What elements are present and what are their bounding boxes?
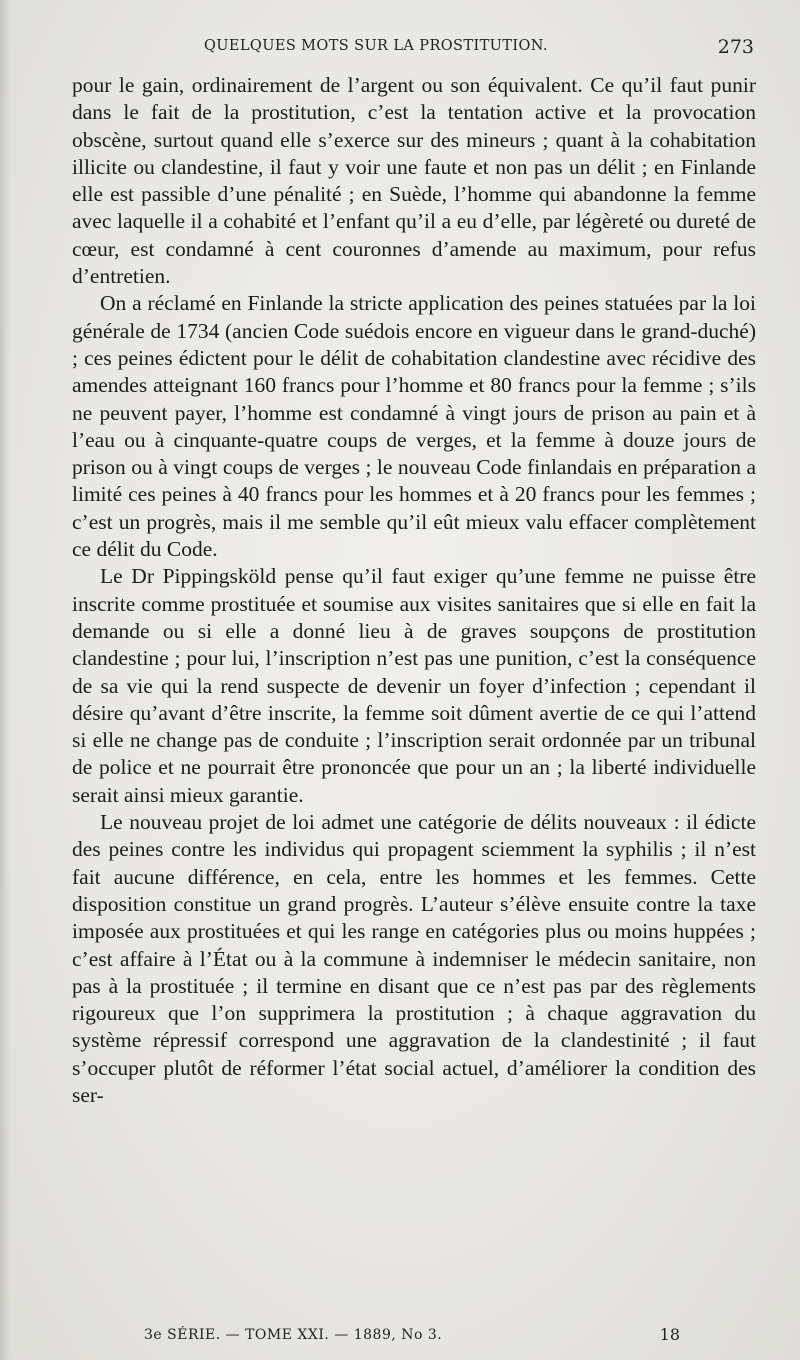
page-footer [138,1327,698,1349]
paragraph-new-law-project: Le nouveau projet de loi admet une catégorie de délits nouveaux : il édicte des peines contre les individus qui propagent sciemment la syphilis ; il n’est fait aucune différence, en cela, entre les hommes et les femmes. Cette disposition constitue un grand progrès. L’auteur s’élève ensuite contre la taxe imposée aux prostituées et qui les range en catégories plus ou moins huppées ; c’est affaire à l’État ou à la commune à indemniser le médecin sanitaire, non pas à la prostituée ; il termine en disant que ce n’est pas par des règlements rigoureux que l’on supprimera la prostitution ; à chaque aggravation du système répressif correspond une aggravation de la clandestinité ; il faut s’occuper plutôt de réformer l’état social actuel, d’améliorer la condition des ser- [72,810,756,1107]
paragraph-pippingskold: Le Dr Pippingsköld pense qu’il faut exiger qu’une femme ne puisse être inscrite comme prostituée et soumise aux visites sanitaires que si elle en fait la demande ou si elle a donné lieu à de graves soupçons de prostitution clandestine ; pour lui, l’inscription n’est pas une punition, c’est la conséquence de sa vie qui la rend suspecte de devenir un foyer d’infection ; cependant il désire qu’avant d’être inscrite, la femme soit dûment avertie de ce qui l’attend si elle ne change pas de conduite ; l’inscription serait ordonnée par un tribunal de police et ne pourrait être prononcée que pour un an ; la liberté individuelle serait ainsi mieux garantie. [72,564,756,807]
binding-shadow [0,0,10,1360]
running-title: QUELQUES MOTS SUR LA PROSTITUTION. [204,38,548,54]
paragraph-continued: pour le gain, ordinairement de l’argent ou son équivalent. Ce qu’il faut punir dans le fait de la prostitution, c’est la tentation active et la provocation obscène, surtout quand elle s’exerce sur des mineurs ; quant à la cohabitation illicite ou clandestine, il faut y voir une faute et non pas un délit ; en Finlande elle est passible d’une pénalité ; en Suède, l’homme qui abandonne la femme avec laquelle il a cohabité et l’enfant qu’il a eu d’elle, par légèreté ou dureté de cœur, est condamné à cent couronnes d’amende au maximum, pour refus d’entretien. [72,73,756,289]
body-text [72,72,756,1109]
signature-mark: 3e SÉRIE. — TOME XXI. — 1889, No 3. [144,1327,443,1343]
page-number: 273 [717,36,754,58]
paragraph-finland-penalties: On a réclamé en Finlande la stricte application des peines statuées par la loi générale de 1734 (ancien Code suédois encore en vigueur dans le grand-duché) ; ces peines édictent pour le délit de cohabitation clandestine avec récidive des amendes atteignant 160 francs pour l’homme et 80 francs pour la femme ; s’ils ne peuvent payer, l’homme est condamné à vingt jours de prison au pain et à l’eau ou à cinquante-quatre coups de verges, et la femme à douze jours de prison ou à vingt coups de verges ; le nouveau Code finlandais en préparation a limité ces peines à 40 francs pour les hommes et à 20 francs pour les femmes ; c’est un progrès, mais il me semble qu’il eût mieux valu effacer complètement ce délit du Code. [72,291,756,562]
sheet-number: 18 [659,1325,680,1344]
page-header [200,36,760,60]
